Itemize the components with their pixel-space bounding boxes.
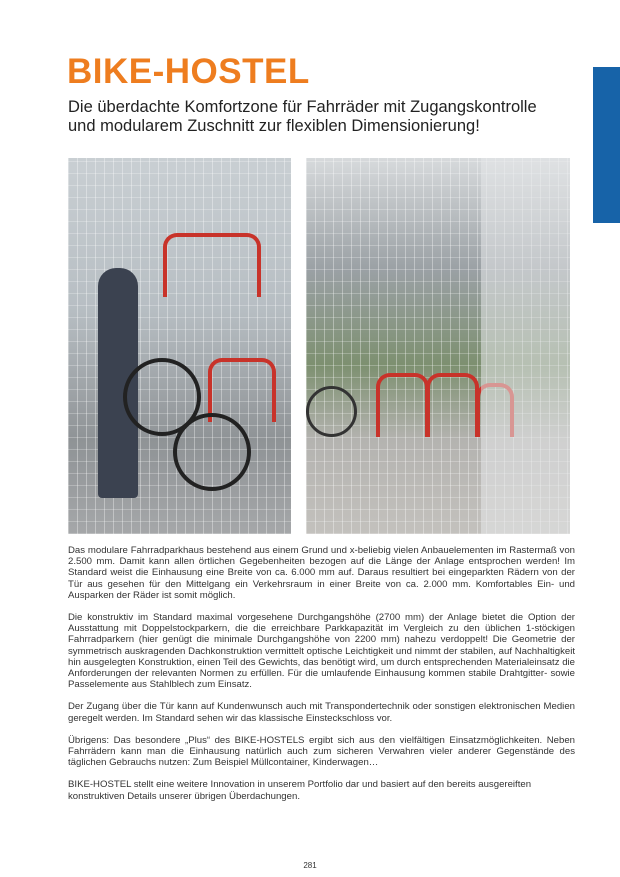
body-text [68,545,575,813]
paragraph: Der Zugang über die Tür kann auf Kundenwunsch auch mit Transpondertechnik oder sonstigen elektronischen Medien geregelt werden. Im Standard sehen wir das klassische Einsteckschloss vor. [68,701,575,724]
paragraph: Die konstruktiv im Standard maximal vorgesehene Durchgangshöhe (2700 mm) der Anlage bietet die Option der Ausstattung mit Doppelstockparkern, die die erreichbare Parkkapazität im Vergleich zu den üblichen 1-stöckigen Fahrradparkern (hier genügt die minimale Durchgangshöhe von 2200 mm) nahezu verdoppelt! Die Geometrie der symmetrisch auskragenden Dachkonstruktion vermittelt optische Leichtigkeit und nimmt der stabilen, auf Nachhaltigkeit hin ausgelegten Konstruktion, einen Teil des Gewichts, das benötigt wird, um durch entsprechenden Materialeinsatz die Anforderungen der relevanten Normen zu erfüllen. Für die umlaufende Einhausung kommen stabile Drahtgitter- sowie Passelemente aus Stahlblech zum Einsatz. [68,612,575,691]
section-tab [593,67,620,223]
photo-bike-hostel-enclosure [306,158,570,534]
page-title: BIKE-HOSTEL [67,52,310,91]
paragraph: Das modulare Fahrradparkhaus bestehend aus einem Grund und x-beliebig vielen Anbauelementen im Rastermaß von 2.500 mm. Damit kann allen örtlichen Gegebenheiten bezogen auf die Länge der Anlage entsprochen werden! Im Standard weist die Einhausung eine Breite von ca. 6.000 mm auf. Daraus resultiert bei eingeparkten Rädern von der Tür aus gesehen für den Mittelgang ein Verkehrsraum in einer Breite von ca. 2.000 mm. Komfortables Ein- und Ausparken der Räder ist somit möglich. [68,545,575,601]
photo-double-deck-parker [68,158,291,534]
paragraph: BIKE-HOSTEL stellt eine weitere Innovation in unserem Portfolio dar und basiert auf den bereits ausgereiften konstruktiven Details unserer übrigen Überdachungen. [68,779,532,802]
paragraph: Übrigens: Das besondere „Plus“ des BIKE-HOSTELS ergibt sich aus den vielfältigen Einsatzmöglichkeiten. Neben Fahrrädern kann man die Einhausung natürlich auch zum sicheren Verwahren vieler anderer Gegenstände des täglichen Gebrauchs nutzen: Zum Beispiel Müllcontainer, Kinderwagen… [68,734,575,769]
page-number: 281 [303,861,317,870]
subtitle: Die überdachte Komfortzone für Fahrräder mit Zugangskontrolle und modularem Zuschnitt zur flexiblen Dimensionierung! [68,98,537,135]
